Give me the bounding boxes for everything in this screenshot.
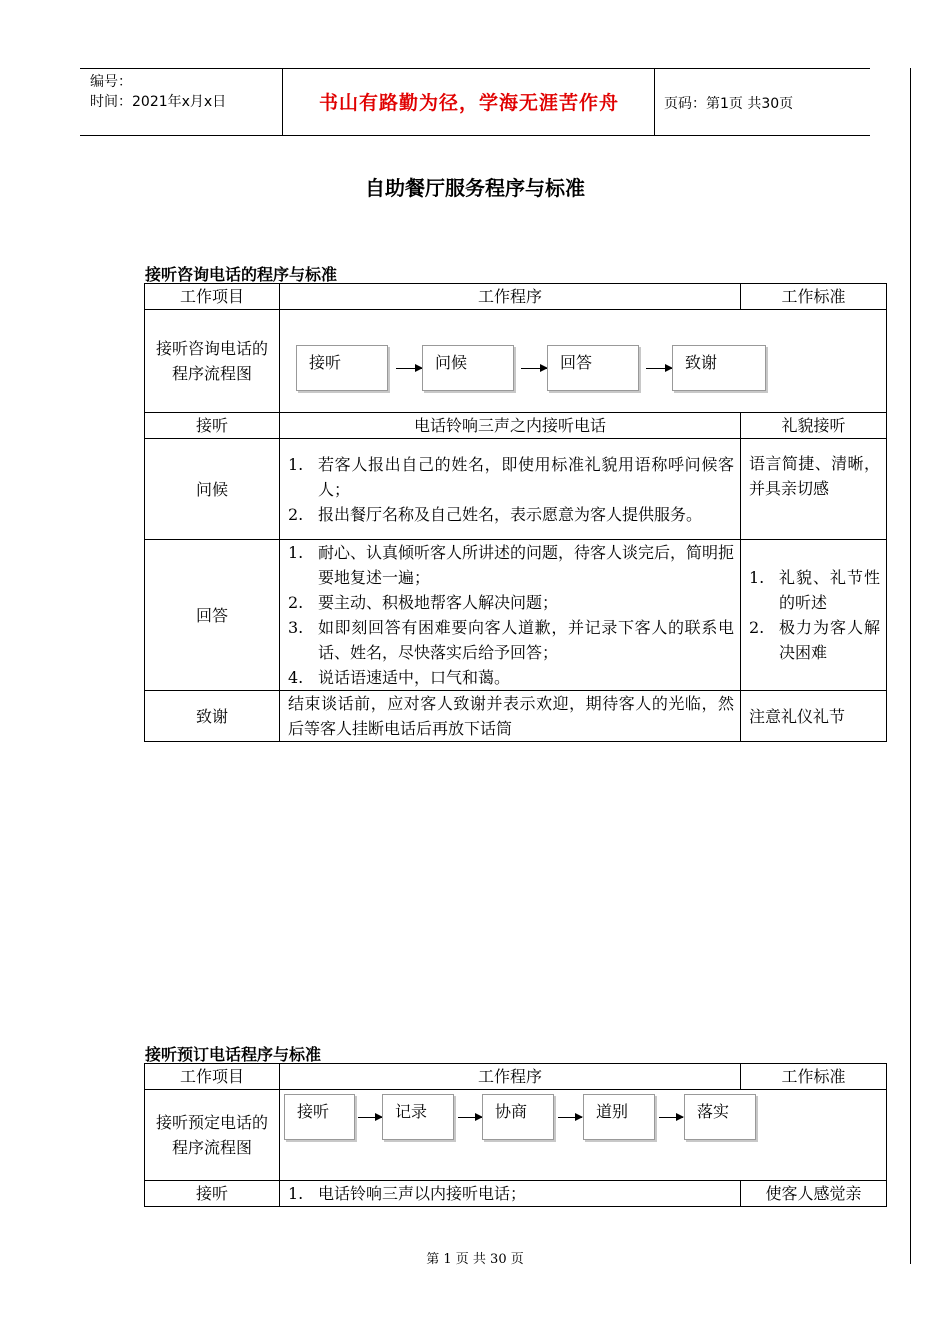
flow-arrow xyxy=(646,368,672,369)
flowchart-cell xyxy=(280,1090,741,1181)
procedure-step: 4. 说话语速适中，口气和蔼。 xyxy=(288,668,511,687)
table-header-row xyxy=(145,284,887,310)
flow-step-farewell: 道别 xyxy=(583,1094,655,1140)
row-standard xyxy=(741,540,887,691)
table-row xyxy=(145,413,887,439)
section1-title: 接听咨询电话的程序与标准 xyxy=(145,265,338,284)
header-top-rule xyxy=(80,68,870,69)
flow-arrow xyxy=(358,1117,382,1118)
standard-item: 2. 极力为客人解决困难 xyxy=(749,618,880,662)
flow-arrow xyxy=(521,368,547,369)
header-divider-right xyxy=(654,68,655,136)
flowchart xyxy=(280,1090,741,1180)
row-standard: 使客人感觉亲 xyxy=(741,1181,887,1207)
table-row xyxy=(145,540,887,691)
header-bottom-rule xyxy=(80,135,870,136)
flow-step-negotiate: 协商 xyxy=(482,1094,554,1140)
procedure-step: 2. 要主动、积极地帮客人解决问题； xyxy=(288,593,559,612)
section2-title: 接听预订电话程序与标准 xyxy=(145,1045,322,1064)
flow-step-implement: 落实 xyxy=(684,1094,756,1140)
row-procedure: 电话铃响三声之内接听电话 xyxy=(280,413,741,439)
procedure-step: 3. 如即刻回答有困难要向客人道歉，并记录下客人的联系电话、姓名，尽快落实后给予回答； xyxy=(288,618,734,662)
col-header-standard: 工作标准 xyxy=(741,1064,887,1090)
flow-step-reply: 回答 xyxy=(547,345,639,391)
row-procedure: 结束谈话前，应对客人致谢并表示欢迎，期待客人的光临，然后等客人挂断电话后再放下话筒 xyxy=(280,691,741,742)
section2-table xyxy=(144,1063,887,1207)
flowchart xyxy=(280,310,886,412)
header-divider-left xyxy=(282,68,283,136)
row-item: 问候 xyxy=(145,439,280,540)
document-title: 自助餐厅服务程序与标准 xyxy=(365,176,585,200)
flow-arrow xyxy=(458,1117,482,1118)
flow-step-record: 记录 xyxy=(382,1094,454,1140)
row-item: 接听 xyxy=(145,413,280,439)
row-procedure xyxy=(280,1181,741,1207)
table-row xyxy=(145,1181,887,1207)
header-motto: 书山有路勤为径，学海无涯苦作舟 xyxy=(318,92,619,114)
section1-table xyxy=(144,283,887,742)
procedure-step: 2. 报出餐厅名称及自己姓名，表示愿意为客人提供服务。 xyxy=(288,504,703,524)
row-standard: 注意礼仪礼节 xyxy=(741,691,887,742)
row-item: 致谢 xyxy=(145,691,280,742)
col-header-procedure: 工作程序 xyxy=(280,284,741,310)
flow-step-greet: 问候 xyxy=(422,345,514,391)
flow-arrow xyxy=(659,1117,683,1118)
row-standard: 语言简捷、清晰，并具亲切感 xyxy=(741,439,887,540)
row-item: 回答 xyxy=(145,540,280,691)
flow-arrow xyxy=(558,1117,582,1118)
header-page-info: 页码：第1页 共30页 xyxy=(664,96,794,112)
row-procedure xyxy=(280,540,741,691)
flow-arrow xyxy=(396,368,422,369)
flowchart-cell xyxy=(280,310,887,413)
procedure-step: 1. 耐心、认真倾听客人所讲述的问题，待客人谈完后，简明扼要地复述一遍； xyxy=(288,543,735,587)
col-header-standard: 工作标准 xyxy=(741,284,887,310)
flowchart-label: 接听咨询电话的程序流程图 xyxy=(145,310,280,413)
col-header-procedure: 工作程序 xyxy=(280,1064,741,1090)
flowchart-row xyxy=(145,1090,887,1181)
flow-step-answer: 接听 xyxy=(296,345,388,391)
col-header-item: 工作项目 xyxy=(145,1064,280,1090)
doc-date-label: 时间：2021年x月x日 xyxy=(90,94,227,110)
page-footer: 第 1 页 共 30 页 xyxy=(426,1252,524,1267)
row-item: 接听 xyxy=(145,1181,280,1207)
doc-number-label: 编号： xyxy=(90,74,132,90)
procedure-step: 1. 电话铃响三声以内接听电话； xyxy=(288,1184,527,1203)
table-header-row xyxy=(145,1064,887,1090)
standard-item: 1. 礼貌、礼节性的听述 xyxy=(749,568,880,612)
flow-step-thanks: 致谢 xyxy=(672,345,766,391)
col-header-item: 工作项目 xyxy=(145,284,280,310)
flowchart-row xyxy=(145,310,887,413)
table-row xyxy=(145,691,887,742)
header-meta xyxy=(90,72,226,112)
procedure-step: 1. 若客人报出自己的姓名，即使用标准礼貌用语称呼问候客人； xyxy=(288,454,734,499)
row-standard: 礼貌接听 xyxy=(741,413,887,439)
page-right-rule xyxy=(910,68,911,1264)
table-row xyxy=(145,439,887,540)
flow-step-answer: 接听 xyxy=(284,1094,355,1140)
row-procedure xyxy=(280,439,741,540)
flowchart-cell-blank xyxy=(741,1090,887,1181)
flowchart-label: 接听预定电话的程序流程图 xyxy=(145,1090,280,1181)
